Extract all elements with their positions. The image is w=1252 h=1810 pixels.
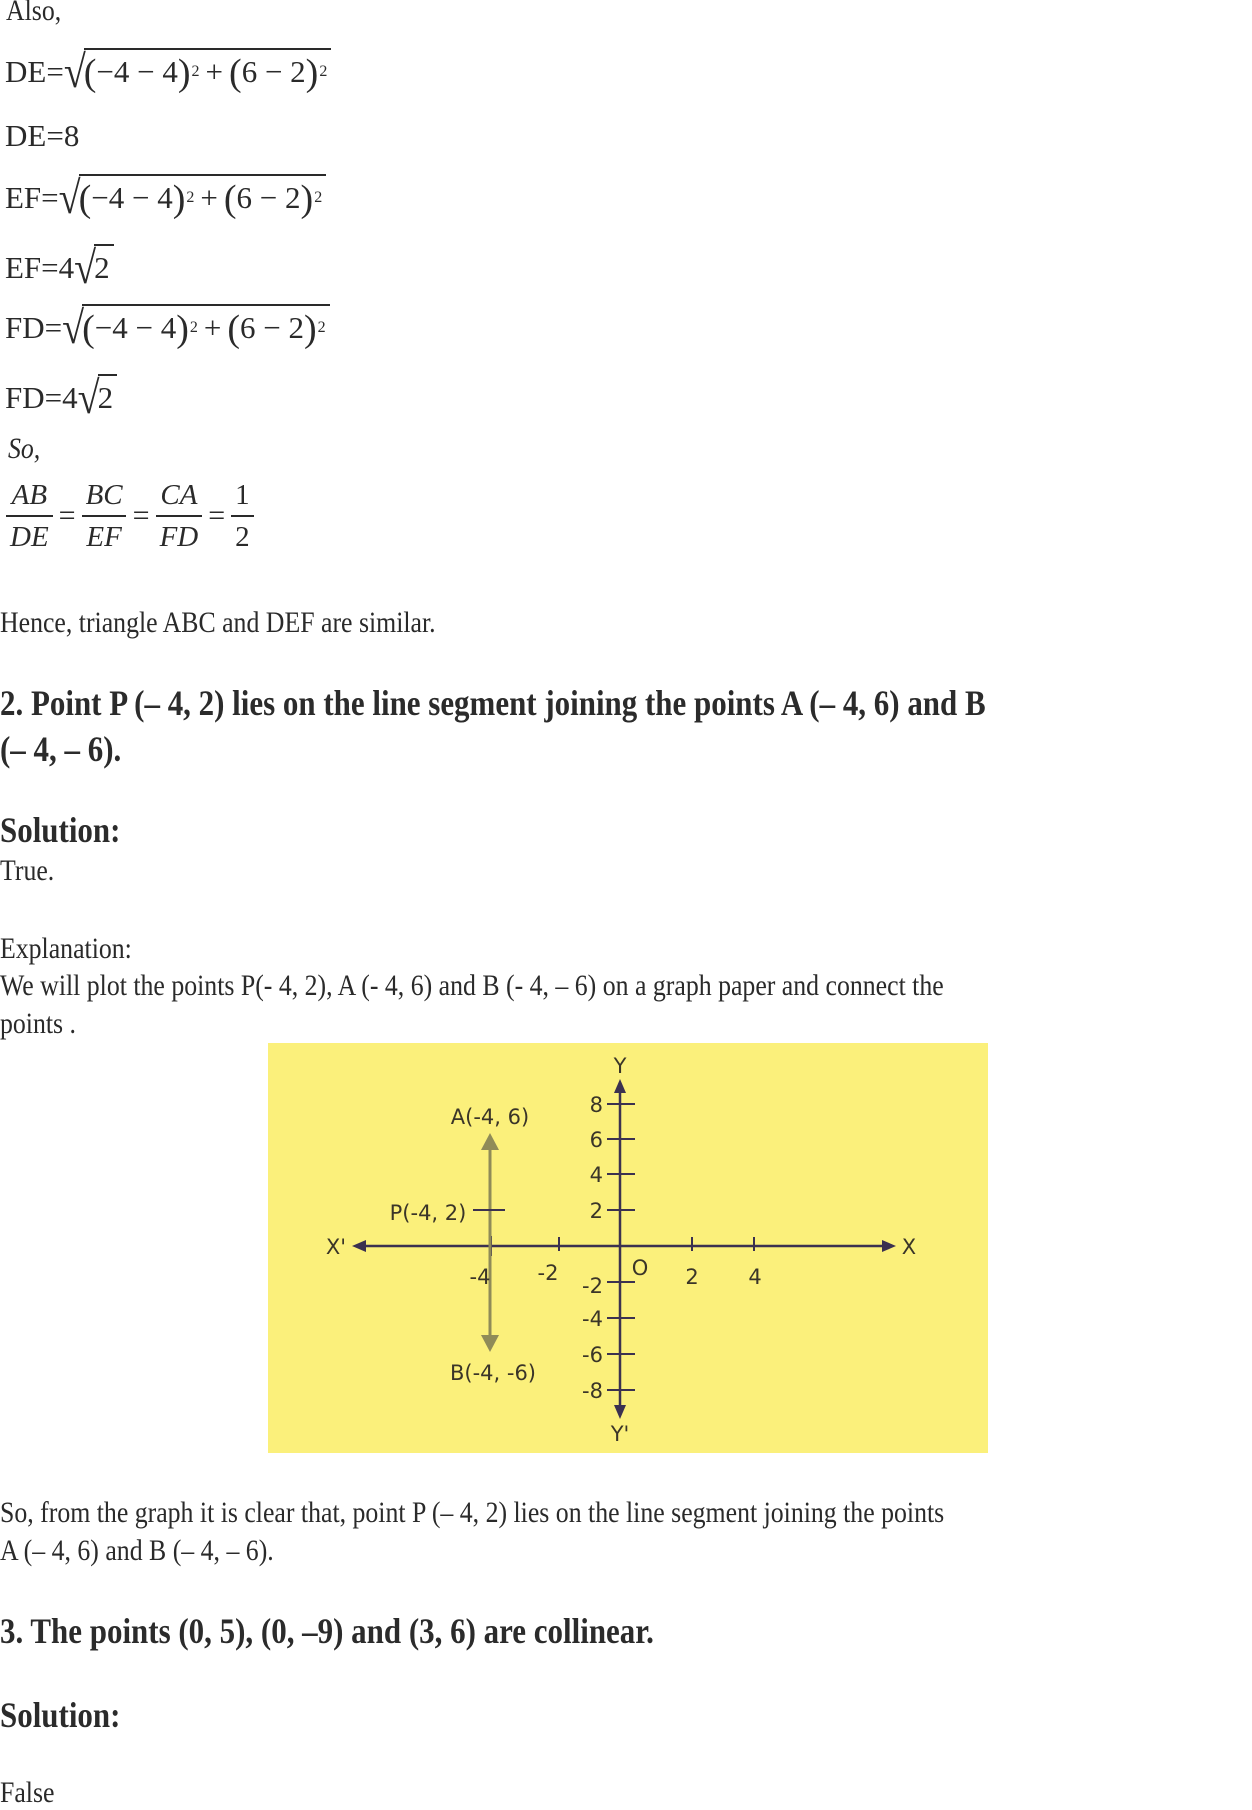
y-tick-label: 8 — [589, 1093, 603, 1117]
explanation-label: Explanation: — [0, 932, 132, 965]
radical-icon: √ — [63, 45, 86, 98]
square-root: √ ( −4 − 4 ) 2 + ( 6 − 2 ) 2 — [59, 174, 327, 218]
fraction-ab-de: $\frac{AB}{DE}$ — [6, 478, 53, 554]
x-neg-axis-label: X' — [325, 1235, 347, 1259]
y-tick-label: -2 — [582, 1274, 603, 1298]
fraction-one-half: $\frac{1}{2}$ — [231, 478, 254, 554]
fd-result-coef: 4 — [62, 380, 78, 415]
de-label: DE= — [5, 54, 64, 89]
answer-false: False — [0, 1776, 55, 1809]
fraction-bc-ef: $\frac{BC}{EF}$ — [82, 478, 127, 554]
x-pos-arrow-icon — [882, 1240, 896, 1252]
solution-label: Solution: — [0, 810, 121, 850]
exponent: 2 — [189, 319, 198, 336]
y-neg-arrow-icon — [614, 1405, 626, 1419]
ef-result-coef: 4 — [58, 250, 75, 285]
radical-icon: √ — [62, 301, 85, 354]
x-tick-label: 4 — [748, 1265, 762, 1289]
fd-label: FD= — [5, 310, 63, 345]
equals-sign: = — [208, 499, 226, 532]
de-distance-formula — [5, 45, 331, 98]
radical-icon: √ — [77, 371, 100, 424]
fd-result-root: 2 — [98, 374, 118, 418]
ef-result-root: 2 — [94, 244, 114, 288]
so-text: So, — [8, 432, 41, 465]
ratio-equation — [6, 478, 254, 554]
question-3-heading: 3. The points (0, 5), (0, –9) and (3, 6) are collinear. — [0, 1611, 654, 1651]
y-tick-label: -4 — [582, 1307, 603, 1331]
origin-label: O — [631, 1256, 649, 1280]
fraction-ca-fd: $\frac{CA}{FD}$ — [156, 478, 203, 554]
fd-result — [5, 371, 117, 424]
de-result — [5, 116, 79, 156]
exponent: 2 — [191, 63, 200, 80]
question-2-heading-line1: 2. Point P (– 4, 2) lies on the line segment joining the points A (– 4, 6) and B — [0, 683, 986, 723]
term-b: 6 − 2 — [236, 180, 301, 215]
intro-text: Also, — [6, 0, 62, 27]
x-tick-label: -4 — [469, 1265, 491, 1289]
graph-svg — [268, 1043, 988, 1453]
y-tick-label: 4 — [589, 1163, 603, 1187]
ef-label: EF= — [5, 180, 59, 215]
term-a: −4 − 4 — [96, 54, 178, 89]
y-pos-arrow-icon — [614, 1079, 626, 1093]
ef-result-label: EF= — [5, 250, 59, 285]
term-b: 6 − 2 — [240, 310, 304, 345]
fd-result-label: FD= — [5, 380, 63, 415]
explanation-text-line2: points . — [0, 1007, 76, 1040]
plus-sign: + — [200, 180, 218, 215]
exponent: 2 — [314, 189, 323, 206]
square-root: √ ( −4 − 4 ) 2 + ( 6 − 2 ) 2 — [62, 304, 330, 348]
fd-distance-formula — [5, 301, 330, 354]
radical-icon: √ — [74, 241, 97, 294]
x-tick-label: -2 — [537, 1261, 559, 1285]
term-b: 6 − 2 — [241, 54, 306, 89]
ef-result — [5, 241, 114, 294]
x-neg-arrow-icon — [352, 1240, 366, 1252]
explanation-text-line1: We will plot the points P(- 4, 2), A (- 4, 6) and B (- 4, – 6) on a graph paper and connect the — [0, 969, 944, 1002]
solution-label-q3: Solution: — [0, 1695, 121, 1735]
equals-sign: = — [58, 499, 76, 532]
radical-icon: √ — [58, 171, 81, 224]
question-2-heading-line2: (– 4, – 6). — [0, 729, 122, 769]
y-tick-label: 2 — [589, 1199, 603, 1223]
ef-distance-formula — [5, 171, 326, 224]
similarity-conclusion: Hence, triangle ABC and DEF are similar. — [0, 606, 436, 639]
y-tick-label: -8 — [582, 1379, 603, 1403]
y-neg-axis-label: Y' — [610, 1422, 630, 1446]
exponent: 2 — [319, 63, 328, 80]
point-a-arrow-icon — [481, 1133, 499, 1150]
de-result-label: DE= — [5, 118, 64, 153]
y-tick-label: 6 — [589, 1128, 603, 1152]
point-b-label: B(-4, -6) — [449, 1361, 537, 1385]
term-a: −4 − 4 — [91, 180, 173, 215]
equals-sign: = — [132, 499, 150, 532]
exponent: 2 — [317, 319, 326, 336]
y-axis-label: Y — [613, 1054, 627, 1078]
coordinate-graph — [268, 1043, 988, 1453]
plus-sign: + — [205, 54, 224, 89]
answer-true: True. — [0, 854, 55, 887]
point-a-label: A(-4, 6) — [450, 1105, 530, 1129]
square-root: √ ( −4 − 4 ) 2 + ( 6 − 2 ) 2 — [64, 48, 332, 92]
exponent: 2 — [186, 189, 195, 206]
point-b-arrow-icon — [481, 1335, 499, 1352]
x-axis-label: X — [901, 1235, 917, 1259]
graph-conclusion-line2: A (– 4, 6) and B (– 4, – 6). — [0, 1534, 274, 1567]
y-tick-label: -6 — [582, 1343, 603, 1367]
term-a: −4 − 4 — [94, 310, 177, 345]
de-result-value: 8 — [63, 118, 80, 153]
x-tick-label: 2 — [685, 1265, 699, 1289]
graph-conclusion-line1: So, from the graph it is clear that, point P (– 4, 2) lies on the line segment joining the points — [0, 1496, 945, 1529]
plus-sign: + — [203, 310, 222, 345]
square-root — [77, 371, 117, 424]
point-p-label: P(-4, 2) — [389, 1201, 467, 1225]
square-root — [74, 241, 113, 294]
